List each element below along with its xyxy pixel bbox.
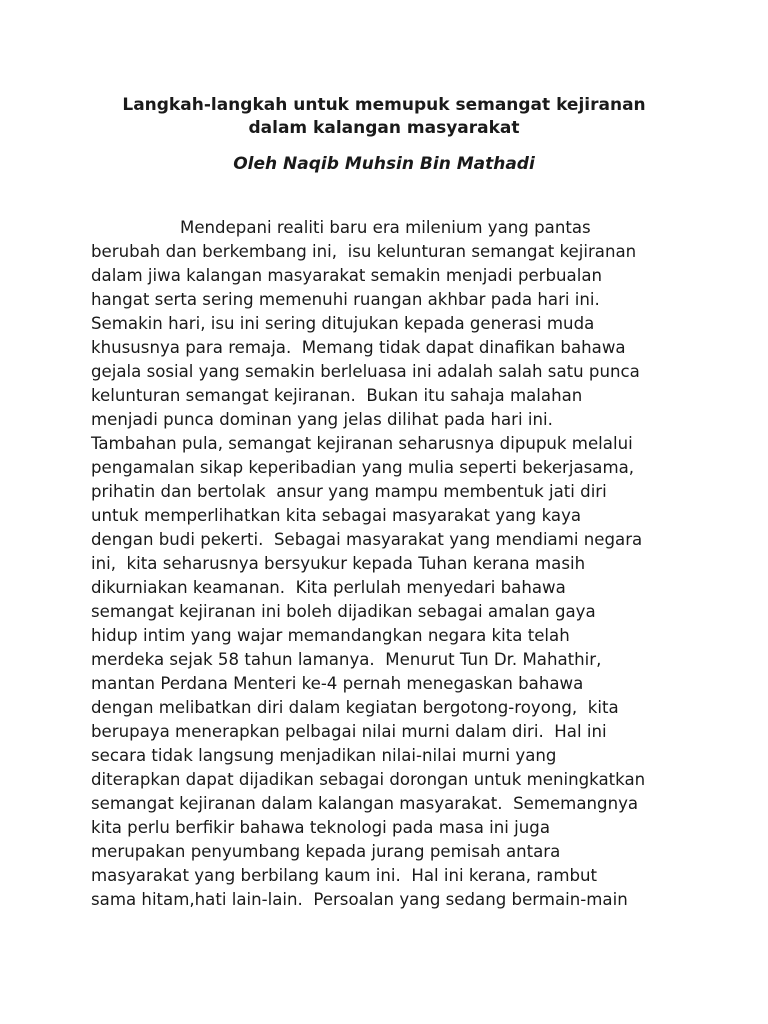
paragraph-line: prihatin dan bertolak ansur yang mampu membentuk jati diri: [91, 482, 607, 501]
paragraph-line: dengan budi pekerti. Sebagai masyarakat yang mendiami negara: [91, 530, 643, 549]
paragraph-line: dalam jiwa kalangan masyarakat semakin menjadi perbualan: [91, 266, 603, 285]
paragraph-line: semangat kejiranan ini boleh dijadikan sebagai amalan gaya: [91, 602, 596, 621]
paragraph-line: hangat serta sering memenuhi ruangan akhbar pada hari ini.: [91, 290, 600, 309]
body-paragraph: [91, 216, 711, 912]
paragraph-line: sama hitam,hati lain-lain. Persoalan yang sedang bermain-main: [91, 890, 628, 909]
paragraph-line: Mendepani realiti baru era milenium yang pantas: [180, 218, 591, 237]
paragraph-line: berupaya menerapkan pelbagai nilai murni dalam diri. Hal ini: [91, 722, 607, 741]
paragraph-line: Tambahan pula, semangat kejiranan seharusnya dipupuk melalui: [91, 434, 633, 453]
paragraph-line: merdeka sejak 58 tahun lamanya. Menurut Tun Dr. Mahathir,: [91, 650, 602, 669]
paragraph-line: secara tidak langsung menjadikan nilai-nilai murni yang: [91, 746, 557, 765]
paragraph-line: berubah dan berkembang ini, isu kelunturan semangat kejiranan: [91, 242, 637, 261]
paragraph-line: gejala sosial yang semakin berleluasa ini adalah salah satu punca: [91, 362, 640, 381]
title-line-1: Langkah-langkah untuk memupuk semangat kejiranan: [122, 95, 646, 115]
paragraph-line: ini, kita seharusnya bersyukur kepada Tuhan kerana masih: [91, 554, 586, 573]
paragraph-line: kita perlu berfikir bahawa teknologi pada masa ini juga: [91, 818, 550, 837]
paragraph-line: menjadi punca dominan yang jelas dilihat pada hari ini.: [91, 410, 553, 429]
paragraph-line: hidup intim yang wajar memandangkan negara kita telah: [91, 626, 570, 645]
title-line-2: dalam kalangan masyarakat: [248, 118, 520, 138]
paragraph-line: masyarakat yang berbilang kaum ini. Hal ini kerana, rambut: [91, 866, 598, 885]
author-byline: Oleh Naqib Muhsin Bin Mathadi: [233, 154, 535, 174]
paragraph-line: mantan Perdana Menteri ke-4 pernah menegaskan bahawa: [91, 674, 584, 693]
paragraph-line: dikurniakan keamanan. Kita perlulah menyedari bahawa: [91, 578, 566, 597]
paragraph-line: untuk memperlihatkan kita sebagai masyarakat yang kaya: [91, 506, 582, 525]
paragraph-line: khususnya para remaja. Memang tidak dapat dinafikan bahawa: [91, 338, 626, 357]
paragraph-line: diterapkan dapat dijadikan sebagai dorongan untuk meningkatkan: [91, 770, 646, 789]
paragraph-line: pengamalan sikap keperibadian yang mulia seperti bekerjasama,: [91, 458, 635, 477]
paragraph-line: dengan melibatkan diri dalam kegiatan bergotong-royong, kita: [91, 698, 619, 717]
paragraph-line: semangat kejiranan dalam kalangan masyarakat. Sememangnya: [91, 794, 639, 813]
paragraph-line: merupakan penyumbang kepada jurang pemisah antara: [91, 842, 561, 861]
paragraph-line: kelunturan semangat kejiranan. Bukan itu sahaja malahan: [91, 386, 583, 405]
paragraph-line: Semakin hari, isu ini sering ditujukan kepada generasi muda: [91, 314, 595, 333]
document-title: [0, 94, 768, 140]
